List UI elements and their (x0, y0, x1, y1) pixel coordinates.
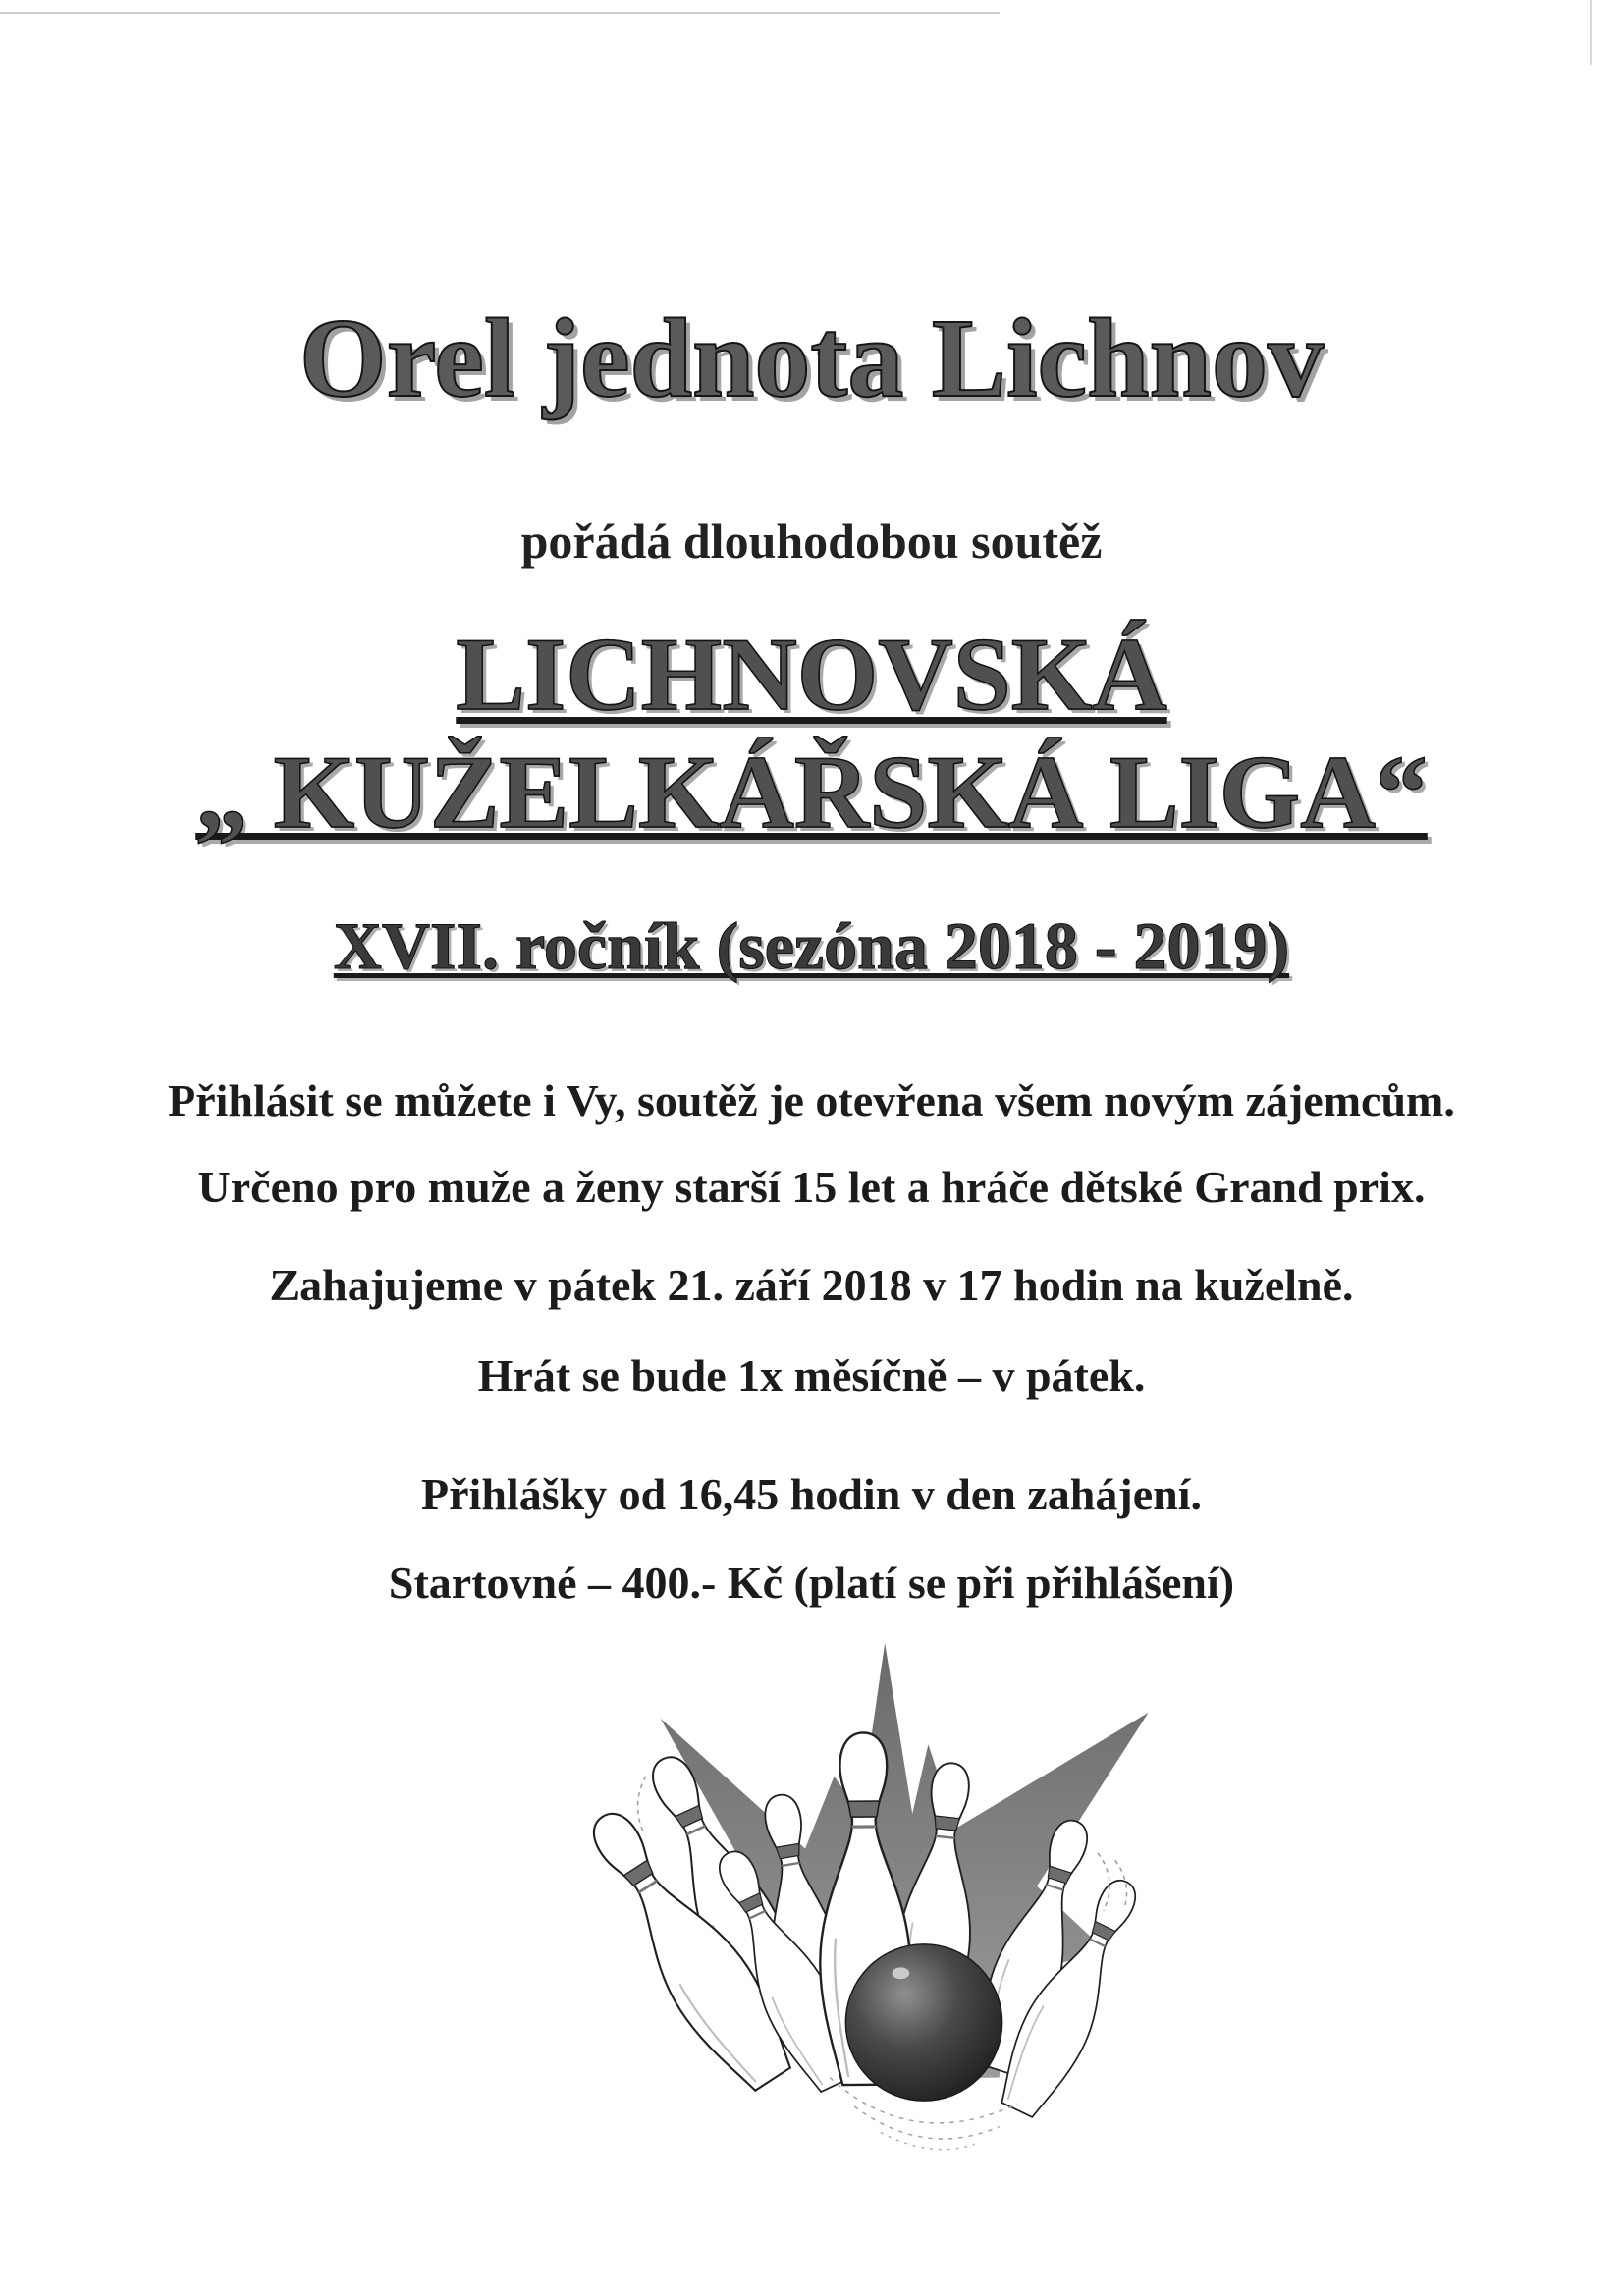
scan-artifact-line (0, 12, 1000, 14)
detail-start-date: Zahajujeme v pátek 21. září 2018 v 17 hodin na kuželně. (269, 1260, 1354, 1310)
detail-frequency: Hrát se bude 1x měsíčně – v pátek. (477, 1350, 1146, 1400)
detail-registration: Přihlášky od 16,45 hodin v den zahájení. (421, 1469, 1202, 1519)
event-title-line-1-text: LICHNOVSKÁ (456, 617, 1167, 732)
bowling-pins-icon (576, 1643, 1156, 2164)
detail-eligibility: Určeno pro muže a ženy starší 15 let a hráče dětské Grand prix. (197, 1162, 1426, 1212)
organizer-title: Orel jednota Lichnov (299, 296, 1324, 420)
event-title-line-2-text: „ KUŽELKÁŘSKÁ LIGA“ (195, 735, 1428, 849)
scan-artifact-edge (1590, 0, 1592, 65)
event-title-line-1 (0, 616, 1623, 734)
edition-heading-text: XVII. ročník (sezóna 2018 - 2019) (333, 908, 1290, 983)
intro-text: pořádá dlouhodobou soutěž (520, 514, 1103, 569)
motion-line (638, 1777, 646, 1831)
motion-arc (854, 2106, 1000, 2139)
bowling-ball (845, 1944, 1001, 2101)
motion-arc (881, 2133, 975, 2150)
edition-heading (0, 907, 1623, 984)
event-title-line-2 (0, 734, 1623, 851)
detail-open-to-all: Přihlásit se můžete i Vy, soutěž je otevřena všem novým zájemcům. (168, 1075, 1455, 1125)
detail-entry-fee: Startovné – 400.- Kč (platí se při přihlášení) (388, 1558, 1235, 1608)
ball-highlight (893, 1967, 910, 1979)
